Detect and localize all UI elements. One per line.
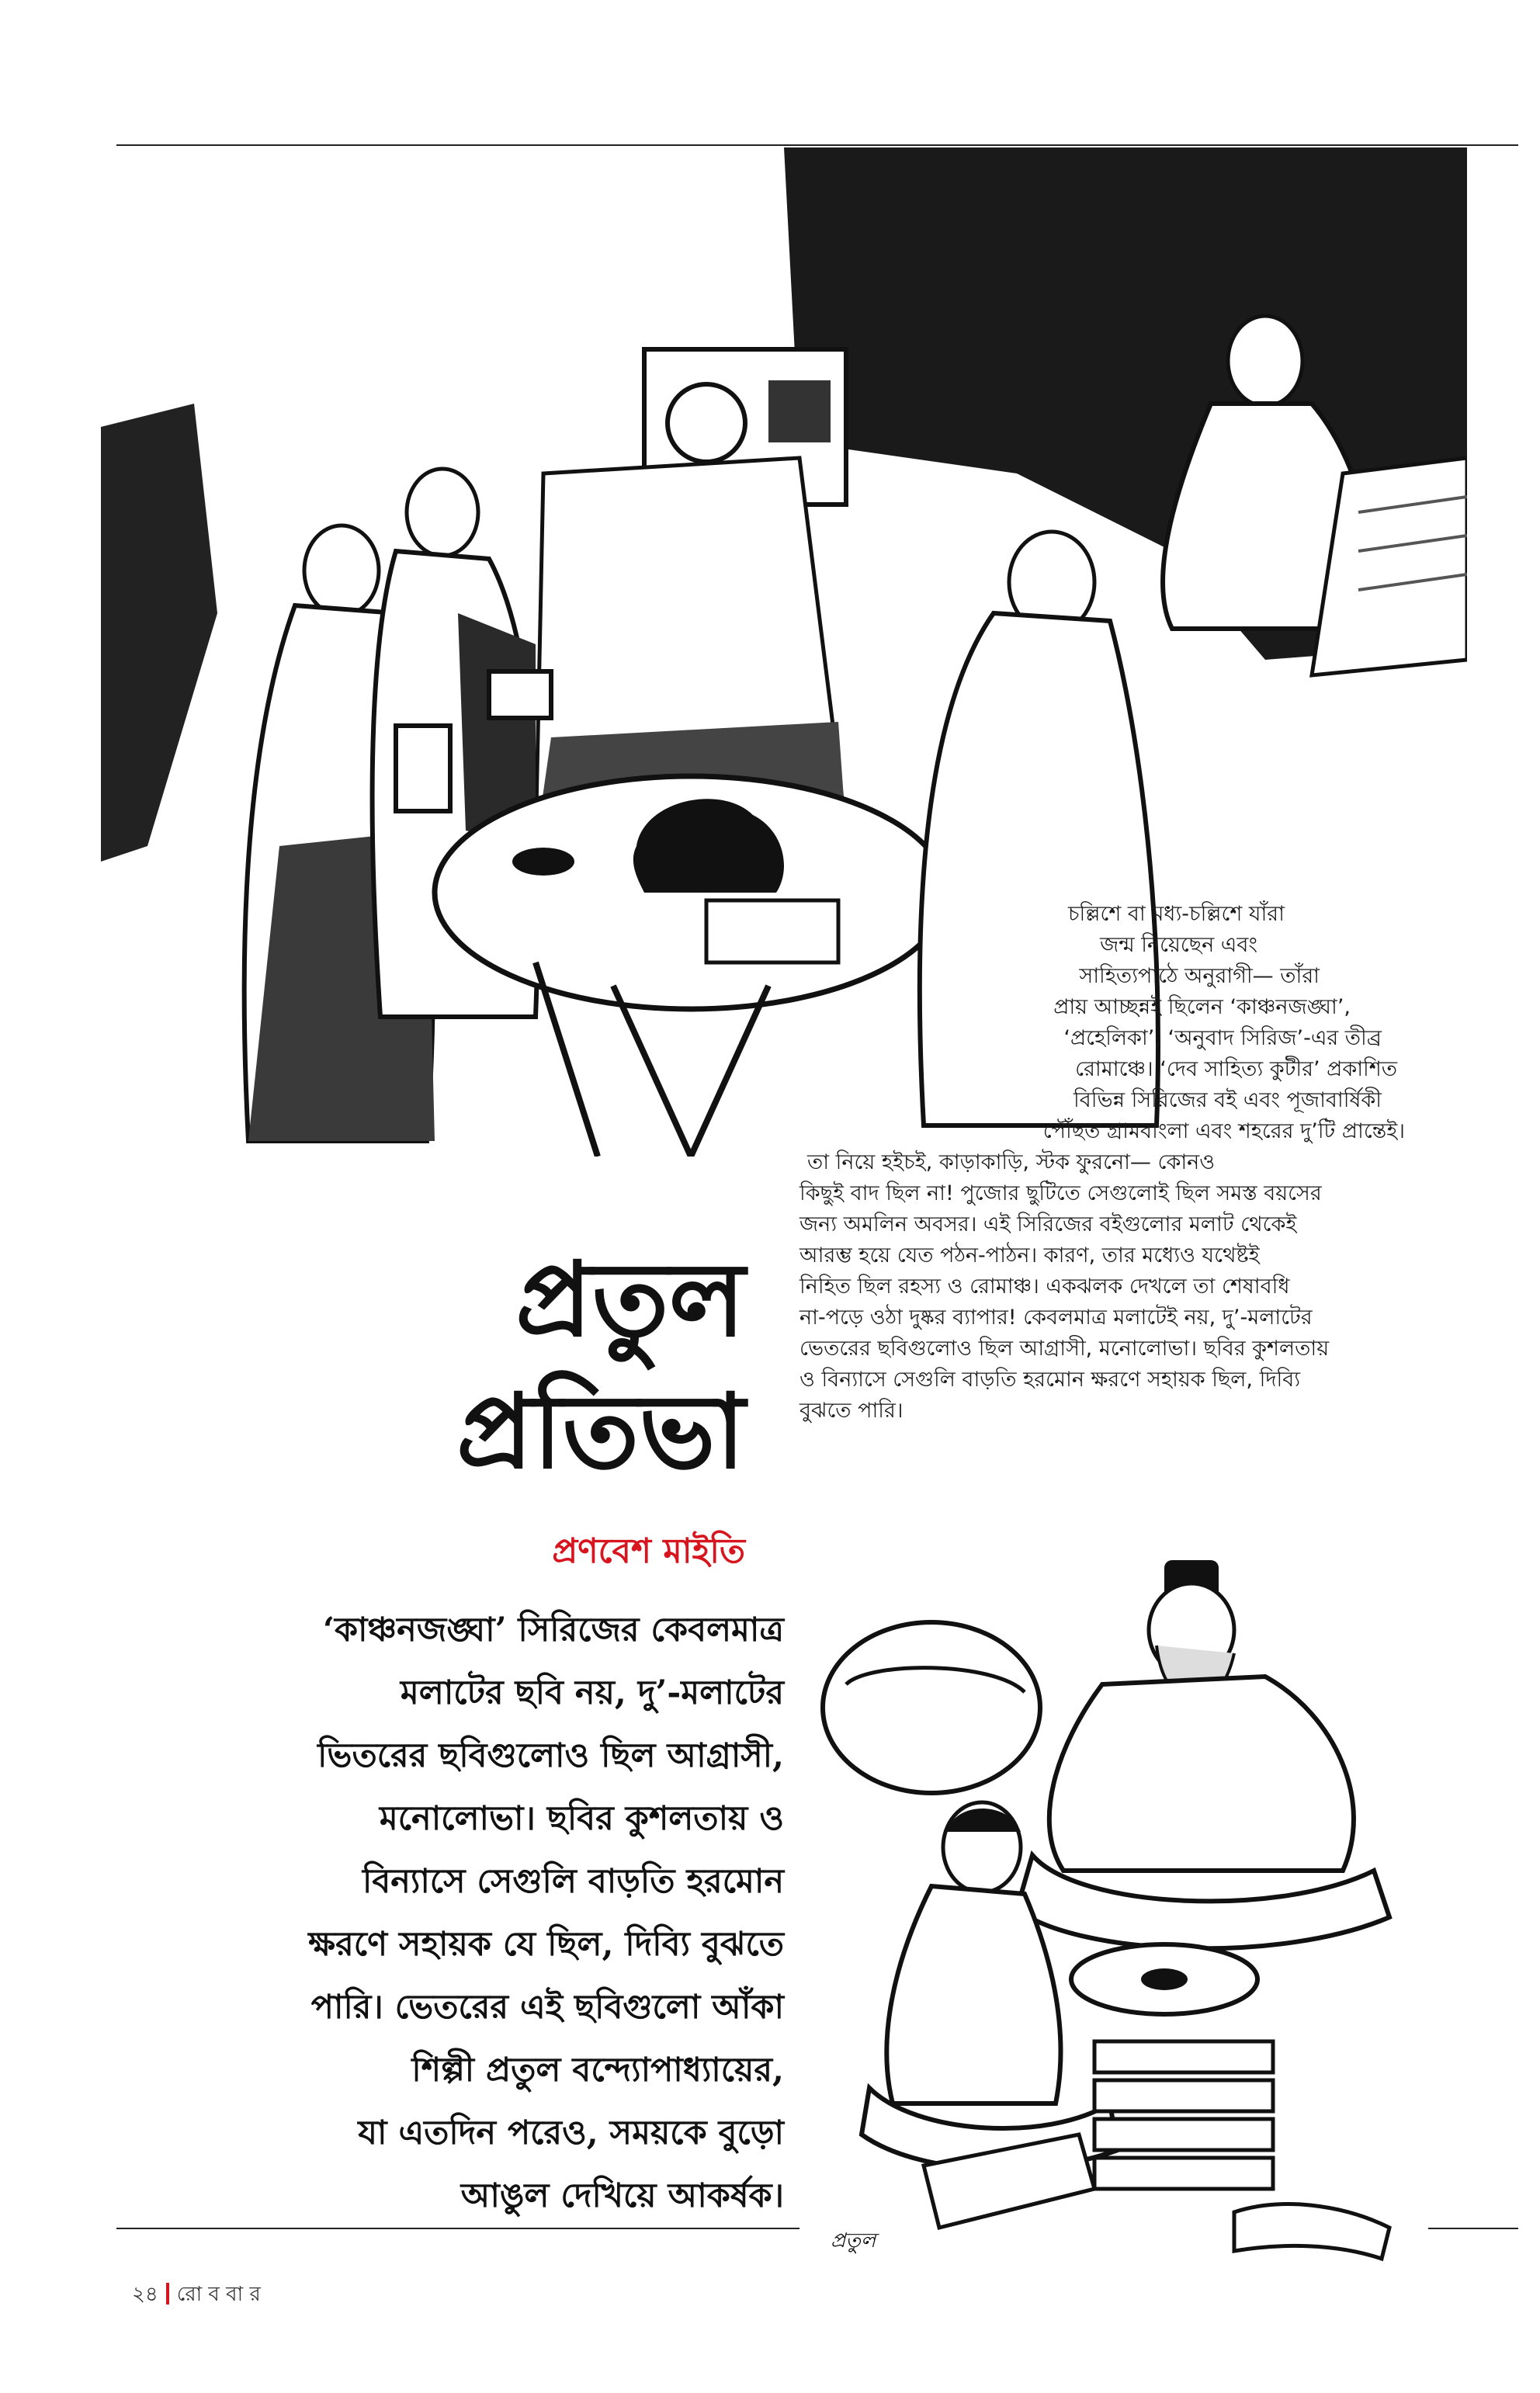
page-folio: [132, 2278, 261, 2312]
pull-quote-line: ‘কাঞ্চনজঙ্ঘা’ সিরিজের কেবলমাত্র: [323, 1611, 784, 1649]
intro-line: তা নিয়ে হইচই, কাড়াকাড়ি, স্টক ফুরনো— কোনও: [807, 1150, 1216, 1174]
intro-line: না-পড়ে ওঠা দুষ্কর ব্যাপার! কেবলমাত্র মলাটেই নয়, দু’-মলাটের: [799, 1306, 1313, 1330]
artist-signature: প্রতুল: [831, 2229, 876, 2253]
publication-name: রো ব বা র: [176, 2283, 261, 2306]
intro-line: সাহিত্যপাঠে অনুরাগী— তাঁরা: [1079, 964, 1320, 988]
pull-quote-line: শিল্পী প্রতুল বন্দ্যোপাধ্যায়ের,: [411, 2051, 784, 2090]
article-title-line-2: প্রতিভা: [456, 1372, 745, 1492]
intro-line: ও বিন্যাসে সেগুলি বাড়তি হরমোন ক্ষরণে সহায়ক ছিল, দিব্যি: [799, 1368, 1301, 1392]
pull-quote-line: মলাটের ছবি নয়, দু’-মলাটের: [400, 1673, 784, 1712]
pull-quote-line: ক্ষরণে সহায়ক যে ছিল, দিব্যি বুঝতে: [308, 1925, 784, 1964]
pull-quote-line: আঙুল দেখিয়ে আকর্ষক।: [460, 2176, 784, 2215]
bottom-illustration-drawing: [799, 1545, 1413, 2266]
pull-quote-line: যা এতদিন পরেও, সময়কে বুড়ো: [358, 2114, 784, 2152]
intro-paragraph: [776, 899, 1444, 1427]
top-rule: [116, 144, 1518, 146]
intro-line: বিভিন্ন সিরিজের বই এবং পূজাবার্ষিকী: [1073, 1088, 1382, 1112]
intro-line: ভেতরের ছবিগুলোও ছিল আগ্রাসী, মনোলোভা। ছবির কুশলতায়: [799, 1337, 1330, 1361]
article-title: [419, 1234, 745, 1498]
intro-line: নিহিত ছিল রহস্য ও রোমাঞ্চ। একঝলক দেখলে তা শেষাবধি: [799, 1275, 1290, 1299]
page-number: ২৪: [132, 2283, 158, 2306]
intro-line: আরম্ভ হয়ে যেত পঠন-পাঠন। কারণ, তার মধ্যেও যথেষ্টই: [799, 1243, 1260, 1268]
pull-quote-line: ভিতরের ছবিগুলোও ছিল আগ্রাসী,: [317, 1736, 784, 1775]
author-byline: প্রণবেশ মাইতি: [552, 1531, 745, 1571]
article-title-line-1: প্রতুল: [515, 1240, 745, 1360]
intro-line: কিছুই বাদ ছিল না! পুজোর ছুটিতে সেগুলোই ছিল সমস্ত বয়সের: [799, 1181, 1322, 1205]
pull-quote-line: মনোলোভা। ছবির কুশলতায় ও: [379, 1799, 784, 1838]
intro-line: প্রায় আচ্ছন্নই ছিলেন ‘কাঞ্চনজঙ্ঘা’,: [1053, 995, 1351, 1019]
intro-line: ‘প্রহেলিকা’, ‘অনুবাদ সিরিজ’-এর তীব্র: [1063, 1026, 1382, 1050]
pull-quote-line: পারি। ভেতরের এই ছবিগুলো আঁকা: [310, 1988, 784, 2027]
bottom-illustration: [799, 1545, 1413, 2266]
intro-line: পৌঁছত গ্রামবাংলা এবং শহরের দু’টি প্রান্তেই।: [1042, 1119, 1405, 1143]
intro-line: রোমাঞ্চে। ‘দেব সাহিত্য কুটীর’ প্রকাশিত: [1075, 1057, 1397, 1081]
bottom-rule-left: [116, 2228, 799, 2229]
folio-divider: [166, 2283, 169, 2305]
intro-line: জন্য অমলিন অবসর। এই সিরিজের বইগুলোর মলাট থেকেই: [799, 1212, 1297, 1236]
pull-quote: [155, 1599, 784, 2228]
bottom-rule-right: [1428, 2228, 1518, 2229]
intro-line: বুঝতে পারি।: [799, 1399, 904, 1423]
intro-line: জন্ম নিয়েছেন এবং: [1100, 933, 1257, 957]
pull-quote-line: বিন্যাসে সেগুলি বাড়তি হরমোন: [362, 1862, 784, 1901]
intro-line: চল্লিশে বা মধ্য-চল্লিশে যাঁরা: [1067, 902, 1285, 926]
